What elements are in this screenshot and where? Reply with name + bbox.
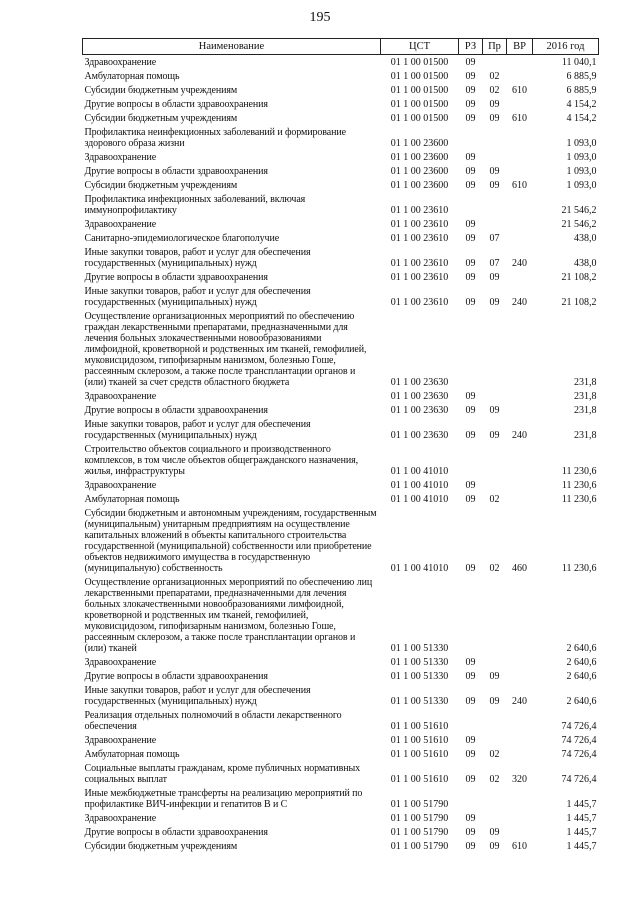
cell-amount: 11 230,6: [561, 494, 597, 505]
table-row: [83, 683, 599, 708]
cell-cst: 01 1 00 51610: [390, 774, 449, 785]
cell-name: Иные закупки товаров, работ и услуг для обеспечения государственных (муниципальных) нужд: [84, 419, 311, 441]
cell-cst: 01 1 00 01500: [390, 71, 449, 82]
cell-amount: 6 885,9: [566, 71, 597, 82]
cell-rz: 09: [465, 563, 476, 574]
cell-name: Иные закупки товаров, работ и услуг для обеспечения государственных (муниципальных) нужд: [84, 685, 311, 707]
cell-amount: 1 445,7: [566, 841, 597, 852]
cell-name: Другие вопросы в области здравоохранения: [84, 99, 268, 110]
cell-cst: 01 1 00 23630: [390, 405, 449, 416]
cell-amount: 1 093,0: [566, 138, 597, 149]
table-row: [83, 403, 599, 417]
cell-pr: [483, 125, 507, 150]
cell-cst: 01 1 00 41010: [390, 466, 449, 477]
cell-name: Субсидии бюджетным учреждениям: [84, 85, 238, 96]
cell-cst: 01 1 00 41010: [390, 494, 449, 505]
cell-vr: [507, 231, 533, 245]
cell-rz: 09: [465, 180, 476, 191]
cell-vr: [507, 655, 533, 669]
cell-vr: [507, 270, 533, 284]
cell-pr: 09: [489, 272, 500, 283]
table-row: [83, 786, 599, 811]
cell-amount: 2 640,6: [566, 696, 597, 707]
cell-name: Другие вопросы в области здравоохранения: [84, 272, 268, 283]
cell-name: Здравоохранение: [84, 391, 157, 402]
cell-rz: 09: [465, 71, 476, 82]
cell-pr: [483, 786, 507, 811]
cell-pr: 02: [489, 774, 500, 785]
cell-pr: [483, 192, 507, 217]
cell-rz: 09: [465, 696, 476, 707]
cell-vr: 610: [512, 841, 527, 852]
cell-vr: [507, 708, 533, 733]
table-row: [83, 164, 599, 178]
cell-amount: 11 230,6: [561, 466, 597, 477]
cell-amount: 231,8: [574, 377, 597, 388]
cell-pr: [483, 442, 507, 478]
cell-rz: 09: [465, 405, 476, 416]
cell-cst: 01 1 00 51790: [390, 813, 449, 824]
cell-vr: [507, 55, 533, 70]
header-name: Наименование: [83, 39, 381, 55]
cell-name: Субсидии бюджетным учреждениям: [84, 180, 238, 191]
cell-amount: 438,0: [574, 233, 597, 244]
cell-vr: 460: [512, 563, 527, 574]
cell-name: Санитарно-эпидемиологическое благополучие: [84, 233, 280, 244]
cell-cst: 01 1 00 23600: [390, 138, 449, 149]
cell-pr: [483, 655, 507, 669]
cell-amount: 1 445,7: [566, 827, 597, 838]
cell-amount: 74 726,4: [561, 721, 597, 732]
cell-vr: [507, 150, 533, 164]
cell-cst: 01 1 00 23610: [390, 258, 449, 269]
cell-name: Амбулаторная помощь: [84, 494, 180, 505]
cell-amount: 21 108,2: [561, 272, 597, 283]
cell-pr: 02: [489, 563, 500, 574]
cell-name: Здравоохранение: [84, 152, 157, 163]
cell-cst: 01 1 00 51790: [390, 841, 449, 852]
table-row: [83, 761, 599, 786]
cell-name: Осуществление организационных мероприятий по обеспечению лиц лекарственными препаратами, предназначенными для лечения больных злокачественными новообразованиями лимфоидной, кроветворной и родственных им тканей, гемофилией, муковисцидозом, гипофизарным нанизмом, болезнью Гоше, рассеянным склерозом, а также после трансплантации органов и (или) тканей: [84, 577, 373, 654]
cell-name: Амбулаторная помощь: [84, 749, 180, 760]
table-row: [83, 178, 599, 192]
cell-name: Социальные выплаты гражданам, кроме публичных нормативных социальных выплат: [84, 763, 360, 785]
cell-rz: 09: [465, 258, 476, 269]
cell-vr: 240: [512, 297, 527, 308]
cell-pr: 02: [489, 494, 500, 505]
cell-amount: 74 726,4: [561, 749, 597, 760]
cell-amount: 21 546,2: [561, 205, 597, 216]
cell-name: Амбулаторная помощь: [84, 71, 180, 82]
cell-name: Строительство объектов социального и производственного комплексов, в том числе объектов общегражданского назначения, жилья, инфраструктуры: [84, 444, 359, 477]
cell-cst: 01 1 00 23610: [390, 233, 449, 244]
cell-rz: 09: [465, 841, 476, 852]
table-row: [83, 825, 599, 839]
cell-pr: [483, 811, 507, 825]
cell-amount: 231,8: [574, 405, 597, 416]
cell-amount: 21 108,2: [561, 297, 597, 308]
cell-vr: [507, 69, 533, 83]
cell-vr: 610: [512, 180, 527, 191]
cell-pr: 09: [489, 430, 500, 441]
cell-vr: [507, 669, 533, 683]
table-row: [83, 747, 599, 761]
cell-cst: 01 1 00 51610: [390, 735, 449, 746]
table-row: [83, 284, 599, 309]
cell-name: Осуществление организационных мероприятий по обеспечению граждан лекарственными препаратами, предназначенными для лечения больных злокачественными новообразованиями лимфоидной, кроветворной и родственных им тканей, гемофилией, муковисцидозом, гипофизарным нанизмом, болезнью Гоше, рассеянным склерозом, а также после трансплантации органов и (или) тканей за счет средств областного бюджета: [84, 311, 367, 388]
cell-pr: [483, 575, 507, 655]
cell-pr: 09: [489, 99, 500, 110]
cell-vr: 240: [512, 430, 527, 441]
cell-amount: 21 546,2: [561, 219, 597, 230]
cell-name: Здравоохранение: [84, 219, 157, 230]
cell-pr: 09: [489, 113, 500, 124]
budget-table: [82, 38, 599, 853]
cell-pr: [483, 309, 507, 389]
cell-rz: [459, 575, 483, 655]
cell-name: Иные межбюджетные трансферты на реализацию мероприятий по профилактике ВИЧ-инфекции и гепатитов В и С: [84, 788, 363, 810]
cell-pr: [483, 55, 507, 70]
cell-pr: [483, 389, 507, 403]
cell-pr: [483, 478, 507, 492]
cell-pr: 02: [489, 71, 500, 82]
cell-vr: [507, 575, 533, 655]
cell-rz: 09: [465, 113, 476, 124]
table-row: [83, 389, 599, 403]
cell-amount: 11 040,1: [561, 57, 597, 68]
cell-pr: [483, 217, 507, 231]
cell-amount: 1 093,0: [566, 166, 597, 177]
cell-amount: 2 640,6: [566, 657, 597, 668]
cell-amount: 4 154,2: [566, 113, 597, 124]
cell-name: Другие вопросы в области здравоохранения: [84, 827, 268, 838]
table-row: [83, 83, 599, 97]
cell-amount: 2 640,6: [566, 643, 597, 654]
cell-name: Профилактика неинфекционных заболеваний и формирование здорового образа жизни: [84, 127, 346, 149]
table-body: [83, 55, 599, 854]
cell-rz: 09: [465, 430, 476, 441]
cell-vr: [507, 97, 533, 111]
cell-cst: 01 1 00 23610: [390, 297, 449, 308]
cell-amount: 6 885,9: [566, 85, 597, 96]
cell-pr: [483, 733, 507, 747]
cell-rz: 09: [465, 99, 476, 110]
header-pr: Пр: [483, 39, 507, 55]
cell-vr: [507, 733, 533, 747]
cell-vr: [507, 825, 533, 839]
table-row: [83, 708, 599, 733]
cell-amount: 438,0: [574, 258, 597, 269]
cell-name: Здравоохранение: [84, 735, 157, 746]
cell-vr: [507, 442, 533, 478]
cell-rz: [459, 786, 483, 811]
cell-amount: 1 445,7: [566, 813, 597, 824]
table-row: [83, 150, 599, 164]
table-row: [83, 506, 599, 575]
cell-vr: 240: [512, 696, 527, 707]
cell-cst: 01 1 00 23630: [390, 391, 449, 402]
table-row: [83, 270, 599, 284]
cell-rz: [459, 442, 483, 478]
cell-amount: 231,8: [574, 430, 597, 441]
cell-vr: 240: [512, 258, 527, 269]
table-row: [83, 217, 599, 231]
cell-pr: 09: [489, 180, 500, 191]
cell-rz: 09: [465, 813, 476, 824]
cell-pr: 09: [489, 166, 500, 177]
cell-vr: [507, 747, 533, 761]
cell-name: Реализация отдельных полномочий в области лекарственного обеспечения: [84, 710, 342, 732]
header-cst: ЦСТ: [381, 39, 459, 55]
cell-rz: 09: [465, 272, 476, 283]
cell-rz: 09: [465, 827, 476, 838]
cell-rz: 09: [465, 657, 476, 668]
cell-name: Субсидии бюджетным учреждениям: [84, 841, 238, 852]
cell-pr: 02: [489, 749, 500, 760]
cell-cst: 01 1 00 23630: [390, 377, 449, 388]
cell-cst: 01 1 00 23610: [390, 205, 449, 216]
cell-vr: 610: [512, 85, 527, 96]
cell-name: Другие вопросы в области здравоохранения: [84, 671, 268, 682]
cell-amount: 74 726,4: [561, 735, 597, 746]
cell-pr: 09: [489, 671, 500, 682]
cell-cst: 01 1 00 41010: [390, 480, 449, 491]
cell-rz: 09: [465, 774, 476, 785]
cell-rz: 09: [465, 219, 476, 230]
table-row: [83, 111, 599, 125]
cell-name: Иные закупки товаров, работ и услуг для обеспечения государственных (муниципальных) нужд: [84, 286, 311, 308]
header-rz: РЗ: [459, 39, 483, 55]
cell-rz: [459, 192, 483, 217]
cell-cst: 01 1 00 23610: [390, 272, 449, 283]
table-row: [83, 478, 599, 492]
cell-amount: 1 093,0: [566, 180, 597, 191]
table-row: [83, 192, 599, 217]
cell-rz: 09: [465, 494, 476, 505]
header-year: 2016 год: [533, 39, 599, 55]
cell-name: Другие вопросы в области здравоохранения: [84, 405, 268, 416]
cell-rz: [459, 125, 483, 150]
cell-vr: [507, 309, 533, 389]
cell-cst: 01 1 00 51330: [390, 643, 449, 654]
table-row: [83, 309, 599, 389]
cell-name: Субсидии бюджетным и автономным учреждениям, государственным (муниципальным) унитарным предприятиям на осуществление капитальных вложений в объекты капитального строительства государственной (муниципальной) собственности или приобретение объектов недвижимого имущества в государственную (муниципальную) собственность: [84, 508, 377, 574]
cell-vr: [507, 217, 533, 231]
cell-vr: [507, 389, 533, 403]
cell-vr: [507, 478, 533, 492]
cell-rz: [459, 309, 483, 389]
cell-vr: 610: [512, 113, 527, 124]
cell-cst: 01 1 00 51610: [390, 749, 449, 760]
cell-amount: 231,8: [574, 391, 597, 402]
cell-vr: [507, 164, 533, 178]
cell-cst: 01 1 00 23610: [390, 219, 449, 230]
cell-cst: 01 1 00 51610: [390, 721, 449, 732]
cell-amount: 1 093,0: [566, 152, 597, 163]
cell-amount: 11 230,6: [561, 480, 597, 491]
cell-cst: 01 1 00 51790: [390, 827, 449, 838]
cell-pr: 09: [489, 827, 500, 838]
table-row: [83, 125, 599, 150]
cell-cst: 01 1 00 23600: [390, 152, 449, 163]
cell-cst: 01 1 00 51330: [390, 671, 449, 682]
cell-name: Иные закупки товаров, работ и услуг для обеспечения государственных (муниципальных) нужд: [84, 247, 311, 269]
cell-cst: 01 1 00 51790: [390, 799, 449, 810]
cell-rz: 09: [465, 233, 476, 244]
table-row: [83, 69, 599, 83]
table-row: [83, 417, 599, 442]
cell-vr: [507, 125, 533, 150]
cell-rz: [459, 708, 483, 733]
cell-cst: 01 1 00 23630: [390, 430, 449, 441]
cell-pr: [483, 708, 507, 733]
cell-rz: 09: [465, 85, 476, 96]
page-number: 195: [309, 10, 331, 25]
cell-rz: 09: [465, 297, 476, 308]
cell-cst: 01 1 00 51330: [390, 657, 449, 668]
cell-name: Субсидии бюджетным учреждениям: [84, 113, 238, 124]
cell-cst: 01 1 00 41010: [390, 563, 449, 574]
cell-name: Здравоохранение: [84, 480, 157, 491]
cell-name: Другие вопросы в области здравоохранения: [84, 166, 268, 177]
cell-amount: 11 230,6: [561, 563, 597, 574]
cell-cst: 01 1 00 51330: [390, 696, 449, 707]
cell-vr: 320: [512, 774, 527, 785]
table-row: [83, 655, 599, 669]
table-row: [83, 442, 599, 478]
cell-amount: 2 640,6: [566, 671, 597, 682]
cell-rz: 09: [465, 749, 476, 760]
cell-name: Профилактика инфекционных заболеваний, включая иммунопрофилактику: [84, 194, 306, 216]
table-header-row: [83, 39, 599, 55]
cell-name: Здравоохранение: [84, 813, 157, 824]
cell-vr: [507, 786, 533, 811]
cell-pr: 07: [489, 233, 500, 244]
cell-cst: 01 1 00 23600: [390, 180, 449, 191]
cell-pr: 07: [489, 258, 500, 269]
table-row: [83, 733, 599, 747]
table-row: [83, 55, 599, 70]
cell-vr: [507, 492, 533, 506]
cell-pr: [483, 150, 507, 164]
cell-vr: [507, 811, 533, 825]
header-vr: ВР: [507, 39, 533, 55]
cell-name: Здравоохранение: [84, 657, 157, 668]
cell-rz: 09: [465, 166, 476, 177]
cell-pr: 09: [489, 696, 500, 707]
cell-vr: [507, 192, 533, 217]
table-row: [83, 97, 599, 111]
cell-pr: 09: [489, 841, 500, 852]
cell-rz: 09: [465, 57, 476, 68]
cell-pr: 09: [489, 405, 500, 416]
table-row: [83, 839, 599, 853]
cell-rz: 09: [465, 735, 476, 746]
cell-cst: 01 1 00 23600: [390, 166, 449, 177]
cell-pr: 02: [489, 85, 500, 96]
table-row: [83, 811, 599, 825]
cell-rz: 09: [465, 391, 476, 402]
cell-cst: 01 1 00 01500: [390, 57, 449, 68]
cell-cst: 01 1 00 01500: [390, 99, 449, 110]
cell-name: Здравоохранение: [84, 57, 157, 68]
cell-vr: [507, 403, 533, 417]
cell-cst: 01 1 00 01500: [390, 85, 449, 96]
cell-rz: 09: [465, 480, 476, 491]
table-row: [83, 492, 599, 506]
table-row: [83, 231, 599, 245]
cell-cst: 01 1 00 01500: [390, 113, 449, 124]
cell-amount: 1 445,7: [566, 799, 597, 810]
cell-rz: 09: [465, 671, 476, 682]
cell-amount: 4 154,2: [566, 99, 597, 110]
cell-rz: 09: [465, 152, 476, 163]
cell-amount: 74 726,4: [561, 774, 597, 785]
table-row: [83, 245, 599, 270]
table-row: [83, 575, 599, 655]
table-row: [83, 669, 599, 683]
cell-pr: 09: [489, 297, 500, 308]
